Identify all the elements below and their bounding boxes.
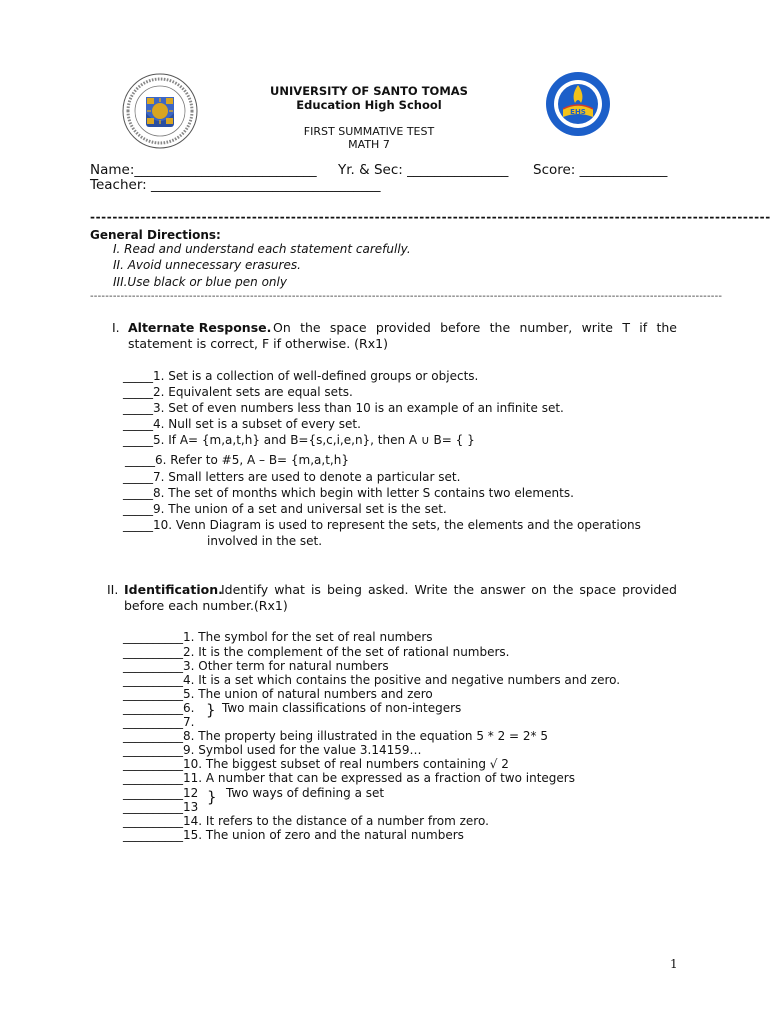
yr-sec-field[interactable]: Yr. & Sec: _______________: [338, 162, 509, 178]
page-number: 1: [670, 957, 678, 971]
direction-item: III.Use black or blue pen only: [113, 275, 287, 289]
tf-item-3[interactable]: _____3. Set of even numbers less than 10 is an example of an infinite set.: [123, 401, 564, 415]
id-item-8[interactable]: __________8. The property being illustrated in the equation 5 * 2 = 2* 5: [123, 729, 549, 743]
id-item-7[interactable]: __________7.: [123, 715, 195, 729]
id-item-9[interactable]: __________9. Symbol used for the value 3.14159…: [123, 743, 422, 757]
section2-instruction-cont: before each number.(Rx1): [124, 598, 288, 613]
test-name: FIRST SUMMATIVE TEST: [303, 125, 435, 138]
school-name: Education High School: [296, 98, 442, 112]
brace-icon: }: [206, 701, 216, 719]
id-item-13[interactable]: __________13: [123, 800, 199, 814]
id-item-2[interactable]: __________2. It is the complement of the set of rational numbers.: [123, 645, 510, 659]
section2-title: Identification.: [124, 582, 223, 597]
id-item-11[interactable]: __________11. A number that can be expressed as a fraction of two integers: [123, 771, 575, 785]
tf-item-7[interactable]: _____7. Small letters are used to denote a particular set.: [123, 470, 461, 484]
direction-item: II. Avoid unnecessary erasures.: [113, 258, 301, 272]
svg-text:EHS: EHS: [570, 108, 586, 116]
id-item-4[interactable]: __________4. It is a set which contains the positive and negative numbers and zero.: [123, 673, 621, 687]
subject: MATH 7: [348, 138, 390, 151]
tf-item-4[interactable]: _____4. Null set is a subset of every set.: [123, 417, 361, 431]
id-item-6[interactable]: __________6.: [123, 701, 195, 715]
id-item-3[interactable]: __________3. Other term for natural numbers: [123, 659, 389, 673]
divider-top: --------------------------------------------------------------------------------------------------------------------------: [90, 210, 771, 224]
group-6-7-label: Two main classifications of non-integers: [222, 701, 462, 715]
tf-item-8[interactable]: _____8. The set of months which begin with letter S contains two elements.: [123, 486, 574, 500]
tf-item-9[interactable]: _____9. The union of a set and universal set is the set.: [123, 502, 447, 516]
tf-item-10-continuation: involved in the set.: [207, 534, 323, 548]
group-12-13-label: Two ways of defining a set: [226, 786, 385, 800]
brace-icon: }: [207, 788, 217, 806]
directions-title: General Directions:: [90, 228, 221, 242]
section2-instruction: Identify what is being asked. Write the answer on the space provided: [221, 582, 677, 597]
id-item-14[interactable]: __________14. It refers to the distance of a number from zero.: [123, 814, 489, 828]
direction-item: I. Read and understand each statement carefully.: [113, 242, 411, 256]
tf-item-1[interactable]: _____1. Set is a collection of well-defined groups or objects.: [123, 369, 479, 383]
id-item-12[interactable]: __________12: [123, 786, 199, 800]
score-field[interactable]: Score: _____________: [533, 162, 668, 178]
id-item-5[interactable]: __________5. The union of natural numbers and zero: [123, 687, 433, 701]
name-field[interactable]: Name:___________________________: [90, 162, 317, 178]
section1-title: Alternate Response.: [128, 320, 272, 335]
divider-bottom: ----------------------------------------------------------------------------------------------------------------------------------------------------------------------: [90, 291, 723, 302]
section2-numeral: II.: [107, 582, 119, 597]
id-item-15[interactable]: __________15. The union of zero and the natural numbers: [123, 828, 464, 842]
tf-item-6[interactable]: _____6. Refer to #5, A – B= {m,a,t,h}: [125, 453, 349, 467]
section1-numeral: I.: [112, 320, 120, 335]
teacher-field[interactable]: Teacher: __________________________________: [90, 177, 381, 193]
section1-instruction: On the space provided before the number, write T if the: [273, 320, 677, 335]
university-name: UNIVERSITY OF SANTO TOMAS: [270, 84, 468, 98]
id-item-1[interactable]: __________1. The symbol for the set of real numbers: [123, 630, 433, 644]
section1-instruction-cont: statement is correct, F if otherwise. (Rx1): [128, 336, 388, 351]
tf-item-2[interactable]: _____2. Equivalent sets are equal sets.: [123, 385, 353, 399]
tf-item-10[interactable]: _____10. Venn Diagram is used to represent the sets, the elements and the operations: [123, 518, 641, 532]
id-item-10[interactable]: __________10. The biggest subset of real numbers containing √ 2: [123, 757, 509, 771]
tf-item-5[interactable]: _____5. If A= {m,a,t,h} and B={s,c,i,e,n}, then A ∪ B= { }: [123, 433, 475, 447]
